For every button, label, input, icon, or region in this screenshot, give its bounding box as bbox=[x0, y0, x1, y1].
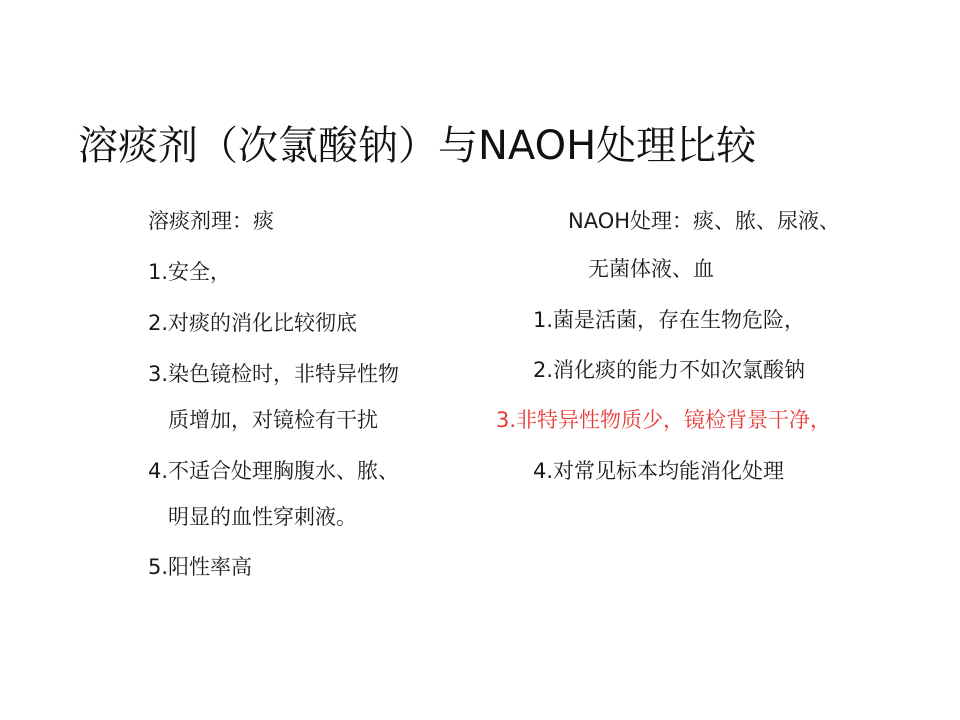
left-item-5: 5.阳性率高 bbox=[148, 555, 253, 579]
left-item-2: 2.对痰的消化比较彻底 bbox=[148, 311, 358, 335]
right-heading: NAOH处理：痰、脓、尿液、 bbox=[568, 209, 841, 233]
right-heading-cont: 无菌体液、血 bbox=[588, 257, 714, 281]
right-item-1: 1.菌是活菌，存在生物危险， bbox=[533, 308, 806, 332]
slide-title: 溶痰剂（次氯酸钠）与NAOH处理比较 bbox=[78, 123, 757, 169]
left-item-3: 3.染色镜检时，非特异性物 bbox=[148, 362, 400, 386]
right-item-4: 4.对常见标本均能消化处理 bbox=[533, 459, 785, 483]
left-item-4: 4.不适合处理胸腹水、脓、 bbox=[148, 459, 400, 483]
left-item-3-cont: 质增加，对镜检有干扰 bbox=[168, 408, 378, 432]
left-item-4-cont: 明显的血性穿刺液。 bbox=[168, 505, 357, 529]
left-heading: 溶痰剂理：痰 bbox=[148, 209, 274, 233]
right-item-2: 2.消化痰的能力不如次氯酸钠 bbox=[533, 358, 806, 382]
right-item-3-highlight: 3.非特异性物质少，镜检背景干净， bbox=[496, 408, 832, 432]
left-item-1: 1.安全， bbox=[148, 260, 232, 284]
